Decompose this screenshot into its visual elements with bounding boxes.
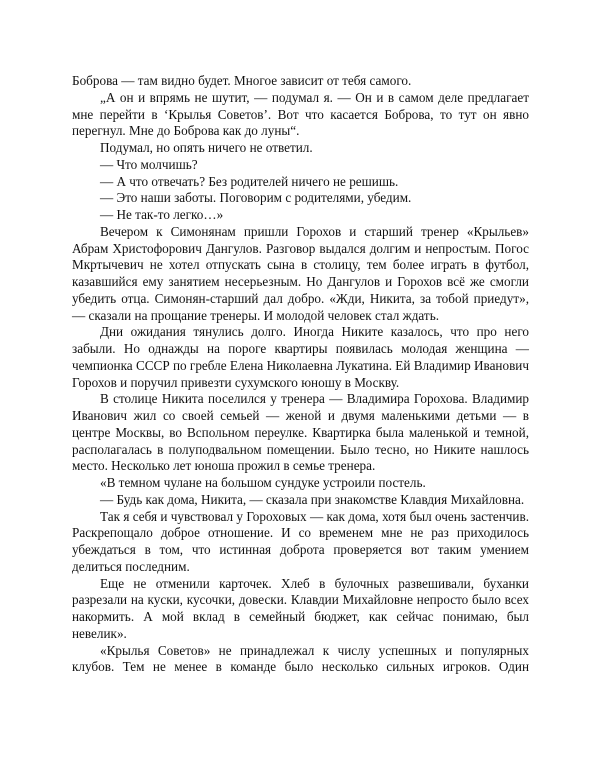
paragraph-at-gorokhovs: Так я себя и чувствовал у Гороховых — как дома, хотя был очень застенчив. Раскрепощало доброе отношение. И со временем мне не раз приходилось убеждаться в том, что истинная доброта проверяется вот таким умением делиться последним. xyxy=(72,508,529,574)
paragraph-krylia-sovetov: «Крылья Советов» не принадлежал к числу успешных и популярных клубов. Тем не менее в команде было несколько сильных игроков. Один xyxy=(72,642,529,675)
dialogue-line: — А что отвечать? Без родителей ничего не решишь. xyxy=(100,173,399,189)
dialogue-line: — Что молчишь? xyxy=(100,156,198,172)
paragraph-quote-bed: «В темном чулане на большом сундуке устроили постель. xyxy=(100,475,426,490)
paragraph-continuation: Боброва — там видно будет. Многое зависит от тебя самого. xyxy=(72,73,412,88)
paragraph-waiting: Дни ожидания тянулись долго. Иногда Никите казалось, что про него забыли. Но однажды на пороге квартиры появилась молодая женщина — чемпионка СССР по гребле Елена Николаевна Лукатина. Ей Владимир Иванович Горохов и поручил привезти сухумского юношу в Москву. xyxy=(72,324,529,390)
dialogue-line: — Будь как дома, Никита, — сказала при знакомстве Клавдия Михайловна. xyxy=(100,491,525,507)
dialogue-line: — Это наши заботы. Поговорим с родителями, убедим. xyxy=(100,190,412,206)
paragraph-quote-thoughts: „А он и впрямь не шутит, — подумал я. — Он и в самом деле предлагает мне перейти в ‘Крылья Советов’. Вот что касается Боброва, то тут он явно перегнул. Мне до Боброва как до луны“. xyxy=(72,89,529,139)
dialogue-line: — Не так-то легко…» xyxy=(100,207,224,222)
paragraph-capital: В столице Никита поселился у тренера — Владимира Горохова. Владимир Иванович жил со своей семьей — женой и двумя маленькими детьми — в центре Москвы, во Вспольном переулке. Квартирка была маленькой и темной, располагалась в полуподвальном помещении. Было тесно, но Никите нашлось место. Несколько лет юноша прожил в семье тренера. xyxy=(72,391,529,474)
paragraph-no-answer: Подумал, но опять ничего не ответил. xyxy=(100,140,313,155)
paragraph-evening-visit: Вечером к Симонянам пришли Горохов и старший тренер «Крыльев» Абрам Христофорович Дангулов. Разговор выдался долгим и непростым. Погос Мкртычевич не хотел отпускать сына в столицу, тем более играть в футбол, казавшийся ему занятием несерьезным. Но Дангулов и Горохов всё же смогли убедить отца. Симонян-старший дал добро. «Жди, Никита, за тобой приедут», — сказали на прощание тренеры. И молодой человек стал ждать. xyxy=(72,223,529,323)
document-page xyxy=(72,73,529,676)
paragraph-ration-cards: Еще не отменили карточек. Хлеб в булочных развешивали, буханки разрезали на куски, кусочки, довески. Клавдии Михайловне непросто было всех накормить. А мой вклад в семейный бюджет, как сейчас понимаю, был невелик». xyxy=(72,575,529,641)
